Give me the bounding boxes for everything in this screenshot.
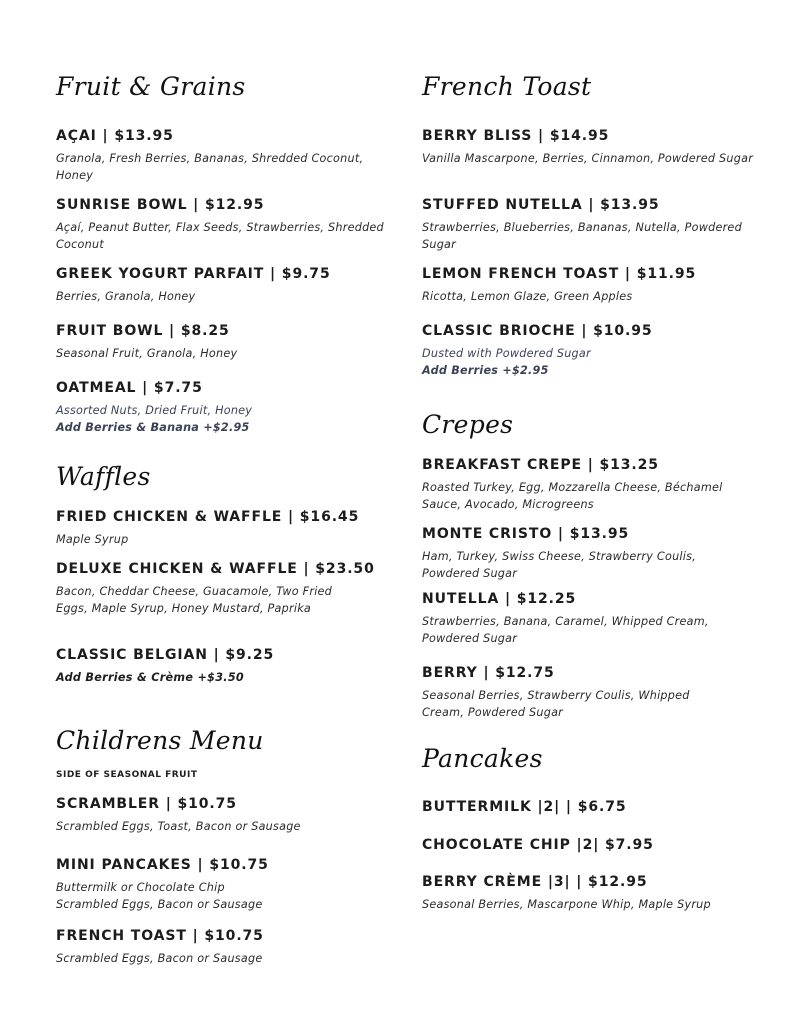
- item-name: CLASSIC BRIOCHE | $10.95: [422, 323, 653, 339]
- item-description: Assorted Nuts, Dried Fruit, Honey: [56, 404, 253, 417]
- item-name: DELUXE CHICKEN & WAFFLE | $23.50: [56, 561, 375, 577]
- menu-item-mini-pancakes: [56, 856, 396, 913]
- menu-item-berry-bliss: [422, 127, 762, 168]
- section-heading-fruit-grains: Fruit & Grains: [56, 72, 246, 101]
- item-addon: Add Berries & Crème +$3.50: [56, 671, 245, 684]
- section-heading-crepes: Crepes: [422, 410, 514, 439]
- menu-item-breakfast-crepe: [422, 456, 762, 513]
- childrens-menu-subheading: SIDE OF SEASONAL FRUIT: [56, 770, 198, 780]
- item-name: FRENCH TOAST | $10.75: [56, 928, 264, 944]
- item-description: Granola, Fresh Berries, Bananas, Shredded Coconut, Honey: [56, 152, 364, 182]
- item-note: [422, 346, 762, 379]
- item-addon: Add Berries & Banana +$2.95: [56, 420, 250, 434]
- item-name: SUNRISE BOWL | $12.95: [56, 197, 265, 213]
- menu-item-deluxe-chicken-waffle: [56, 560, 396, 617]
- item-description-line: Buttermilk or Chocolate Chip: [56, 881, 225, 894]
- item-description: Ham, Turkey, Swiss Cheese, Strawberry Coulis, Powdered Sugar: [422, 550, 697, 580]
- menu-item-buttermilk: [422, 798, 762, 816]
- section-heading-childrens-menu: Childrens Menu: [56, 726, 264, 755]
- item-name: SCRAMBLER | $10.75: [56, 796, 237, 812]
- item-description: [56, 880, 396, 913]
- item-description: Strawberries, Banana, Caramel, Whipped Cream, Powdered Sugar: [422, 615, 709, 645]
- section-heading-pancakes: Pancakes: [422, 744, 543, 773]
- item-description: Scrambled Eggs, Toast, Bacon or Sausage: [56, 820, 301, 833]
- item-description: Bacon, Cheddar Cheese, Guacamole, Two Fried Eggs, Maple Syrup, Honey Mustard, Paprika: [56, 585, 333, 615]
- item-name: NUTELLA | $12.25: [422, 591, 577, 607]
- item-name: GREEK YOGURT PARFAIT | $9.75: [56, 266, 331, 282]
- item-description: Seasonal Berries, Strawberry Coulis, Whipped Cream, Powdered Sugar: [422, 689, 690, 719]
- item-name: OATMEAL | $7.75: [56, 380, 203, 396]
- menu-item-berry-creme: [422, 873, 762, 914]
- item-note: [56, 403, 396, 436]
- menu-item-french-toast-kids: [56, 927, 396, 968]
- item-name: FRUIT BOWL | $8.25: [56, 323, 230, 339]
- item-description: Scrambled Eggs, Bacon or Sausage: [56, 952, 263, 965]
- item-name: MONTE CRISTO | $13.95: [422, 526, 630, 542]
- item-name: BERRY | $12.75: [422, 665, 555, 681]
- item-name: BREAKFAST CREPE | $13.25: [422, 457, 659, 473]
- item-description: Berries, Granola, Honey: [56, 290, 196, 303]
- menu-item-nutella-crepe: [422, 590, 762, 647]
- item-description: Vanilla Mascarpone, Berries, Cinnamon, Powdered Sugar: [422, 152, 754, 165]
- menu-item-acai: [56, 127, 396, 184]
- item-name: BERRY BLISS | $14.95: [422, 128, 610, 144]
- menu-item-sunrise-bowl: [56, 196, 396, 253]
- menu-item-fruit-bowl: [56, 322, 396, 363]
- item-description: Strawberries, Blueberries, Bananas, Nutella, Powdered Sugar: [422, 221, 742, 251]
- item-name: BUTTERMILK |2| | $6.75: [422, 799, 627, 815]
- menu-item-chocolate-chip: [422, 836, 762, 854]
- section-heading-waffles: Waffles: [56, 462, 151, 491]
- menu-item-scrambler: [56, 795, 396, 836]
- menu-item-greek-yogurt-parfait: [56, 265, 396, 306]
- item-description: Roasted Turkey, Egg, Mozzarella Cheese, Béchamel Sauce, Avocado, Microgreens: [422, 481, 723, 511]
- item-description: Açaí, Peanut Butter, Flax Seeds, Strawberries, Shredded Coconut: [56, 221, 384, 251]
- item-name: CHOCOLATE CHIP |2| $7.95: [422, 837, 654, 853]
- menu-item-lemon-french-toast: [422, 265, 762, 306]
- item-name: LEMON FRENCH TOAST | $11.95: [422, 266, 697, 282]
- item-description: Dusted with Powdered Sugar: [422, 347, 591, 360]
- menu-item-stuffed-nutella: [422, 196, 762, 253]
- menu-item-oatmeal: [56, 379, 396, 436]
- item-name: FRIED CHICKEN & WAFFLE | $16.45: [56, 509, 360, 525]
- item-description: Seasonal Fruit, Granola, Honey: [56, 347, 238, 360]
- item-name: STUFFED NUTELLA | $13.95: [422, 197, 660, 213]
- menu-item-berry-crepe: [422, 664, 762, 721]
- menu-item-classic-belgian: [56, 646, 396, 686]
- menu-item-fried-chicken-waffle: [56, 508, 396, 549]
- menu-item-monte-cristo: [422, 525, 762, 582]
- item-description-line: Scrambled Eggs, Bacon or Sausage: [56, 897, 263, 911]
- item-description: Maple Syrup: [56, 533, 129, 546]
- item-description: Ricotta, Lemon Glaze, Green Apples: [422, 290, 633, 303]
- item-name: MINI PANCAKES | $10.75: [56, 857, 269, 873]
- item-description: Seasonal Berries, Mascarpone Whip, Maple Syrup: [422, 898, 711, 911]
- item-name: CLASSIC BELGIAN | $9.25: [56, 647, 275, 663]
- section-heading-french-toast: French Toast: [422, 72, 592, 101]
- item-name: AÇAI | $13.95: [56, 128, 174, 144]
- item-name: BERRY CRÈME |3| | $12.95: [422, 874, 648, 890]
- item-addon: Add Berries +$2.95: [422, 363, 549, 377]
- menu-item-classic-brioche: [422, 322, 762, 379]
